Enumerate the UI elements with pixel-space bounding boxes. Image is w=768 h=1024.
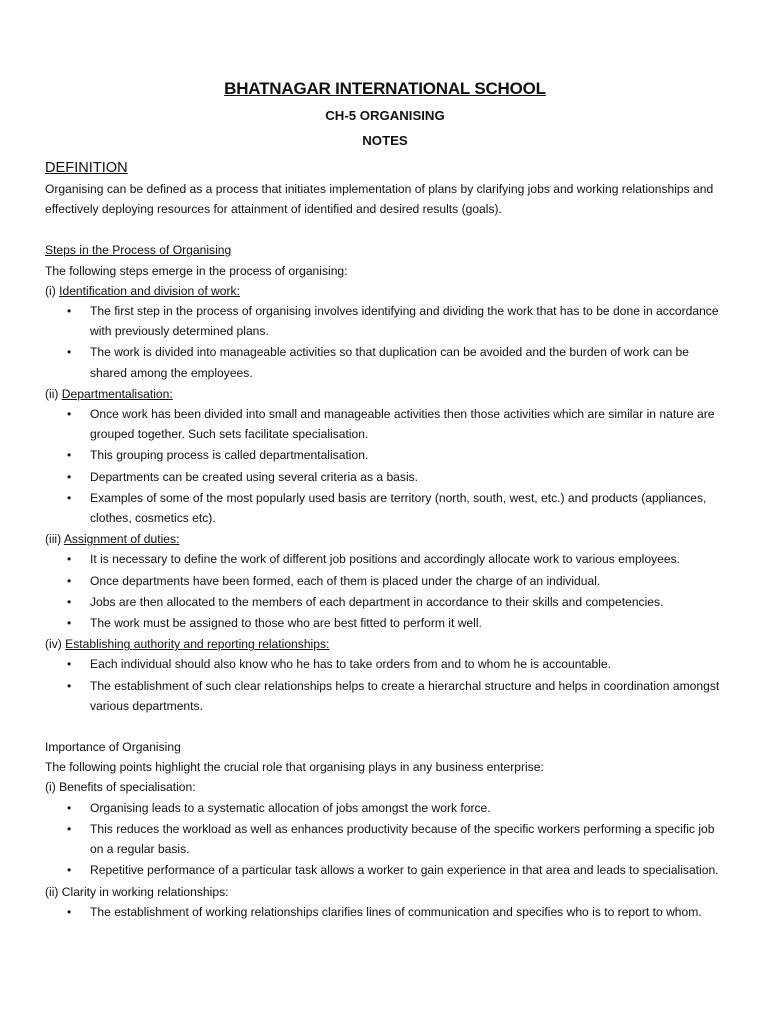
bullet-dot: • (67, 678, 72, 693)
step-title: Identification and division of work: (59, 283, 240, 298)
bullet-item (45, 301, 725, 341)
bullet-text: Examples of some of the most popularly used basis are territory (north, south, west, etc.) and products (appliances, clothes, cosmetics etc). (90, 490, 707, 526)
bullet-text: Repetitive performance of a particular task allows a worker to gain experience in that area and leads to specialisation. (90, 863, 719, 878)
bullet-text: Each individual should also know who he has to take orders from and to whom he is accountable. (90, 657, 612, 672)
bullet-dot: • (67, 490, 72, 505)
bullet-dot: • (67, 800, 72, 815)
bullet-list (45, 549, 725, 633)
notes-page (45, 76, 725, 923)
bullet-text: Once departments have been formed, each of them is placed under the charge of an individual. (90, 573, 601, 588)
definition-text: Organising can be defined as a process that initiates implementation of plans by clarifying jobs and working relationships and effectively deploying resources for attainment of identified and desired results (goals). (45, 182, 714, 217)
school-name: BHATNAGAR INTERNATIONAL SCHOOL (224, 79, 546, 98)
bullet-dot: • (67, 573, 72, 588)
bullet-item (45, 445, 725, 465)
bullet-dot: • (67, 448, 72, 463)
bullet-dot: • (67, 469, 72, 484)
bullet-dot: • (67, 657, 72, 672)
bullet-text: This reduces the workload as well as enhances productivity because of the specific workers performing a specific job on a regular basis. (90, 821, 715, 857)
bullet-list (45, 798, 725, 881)
bullet-dot: • (67, 904, 72, 919)
bullet-item (45, 467, 725, 487)
bullet-dot: • (67, 863, 72, 878)
step-prefix: (ii) (45, 386, 62, 401)
bullet-dot: • (67, 407, 72, 422)
bullet-text: The work is divided into manageable activities so that duplication can be avoided and the burden of work can be shared among the employees. (90, 345, 690, 380)
step-heading (45, 634, 725, 654)
bullet-item (45, 404, 725, 444)
bullet-text: It is necessary to define the work of different job positions and accordingly allocate work to various employees. (90, 552, 680, 567)
notes-label: NOTES (362, 133, 408, 148)
bullet-text: The establishment of such clear relationships helps to create a hierarchal structure and helps in coordination amongst various departments. (90, 678, 720, 713)
steps-sections (45, 281, 725, 716)
bullet-item (45, 819, 725, 859)
bullet-dot: • (67, 616, 72, 631)
spacer (45, 219, 725, 239)
step-heading (45, 529, 725, 549)
bullet-text: Organising leads to a systematic allocation of jobs amongst the work force. (90, 800, 491, 815)
bullet-item (45, 613, 725, 633)
bullet-text: The establishment of working relationships clarifies lines of communication and specifies who is to report to whom. (90, 904, 702, 919)
step-prefix: (i) (45, 283, 60, 298)
importance-heading: Importance of Organising (45, 740, 181, 755)
bullet-item (45, 592, 725, 612)
step-heading (45, 281, 725, 301)
step-prefix: (iii) (45, 532, 64, 547)
bullet-item (45, 488, 725, 528)
bullet-item (45, 676, 725, 716)
importance-point-heading: (i) Benefits of specialisation: (45, 780, 196, 795)
bullet-list (45, 404, 725, 528)
step-title: Assignment of duties: (63, 532, 180, 547)
bullet-text: Once work has been divided into small and manageable activities then those activities which are similar in nature are grouped together. Such sets facilitate specialisation. (90, 407, 715, 442)
importance-point-heading: (ii) Clarity in working relationships: (45, 884, 229, 899)
steps-intro: The following steps emerge in the process of organising: (45, 263, 348, 278)
bullet-item (45, 654, 725, 674)
bullet-text: Jobs are then allocated to the members of each department in accordance to their skills and competencies. (90, 594, 664, 609)
bullet-list (45, 902, 725, 922)
bullet-dot: • (67, 594, 72, 609)
bullet-item (45, 798, 725, 818)
bullet-list (45, 301, 725, 383)
step-heading (45, 384, 725, 404)
step-title: Establishing authority and reporting relationships: (65, 637, 330, 652)
bullet-text: This grouping process is called departmentalisation. (90, 448, 369, 463)
bullet-dot: • (67, 345, 72, 360)
bullet-item (45, 549, 725, 569)
bullet-dot: • (67, 821, 72, 836)
bullet-item (45, 902, 725, 922)
bullet-text: The work must be assigned to those who are best fitted to perform it well. (90, 616, 482, 631)
importance-intro: The following points highlight the crucial role that organising plays in any business enterprise: (45, 760, 544, 775)
definition-heading: DEFINITION (45, 160, 128, 176)
spacer (45, 717, 725, 737)
step-title: Departmentalisation: (61, 386, 173, 401)
bullet-item (45, 860, 725, 880)
bullet-item (45, 342, 725, 382)
bullet-list (45, 654, 725, 716)
importance-sections (45, 777, 725, 921)
bullet-dot: • (67, 304, 72, 319)
bullet-text: Departments can be created using several criteria as a basis. (90, 469, 419, 484)
steps-heading: Steps in the Process of Organising (45, 243, 232, 258)
bullet-item (45, 571, 725, 591)
step-prefix: (iv) (45, 637, 66, 652)
bullet-dot: • (67, 552, 72, 567)
bullet-text: The first step in the process of organising involves identifying and dividing the work that has to be done in accordance with previously determined plans. (90, 304, 719, 339)
chapter-title: CH-5 ORGANISING (325, 108, 445, 123)
